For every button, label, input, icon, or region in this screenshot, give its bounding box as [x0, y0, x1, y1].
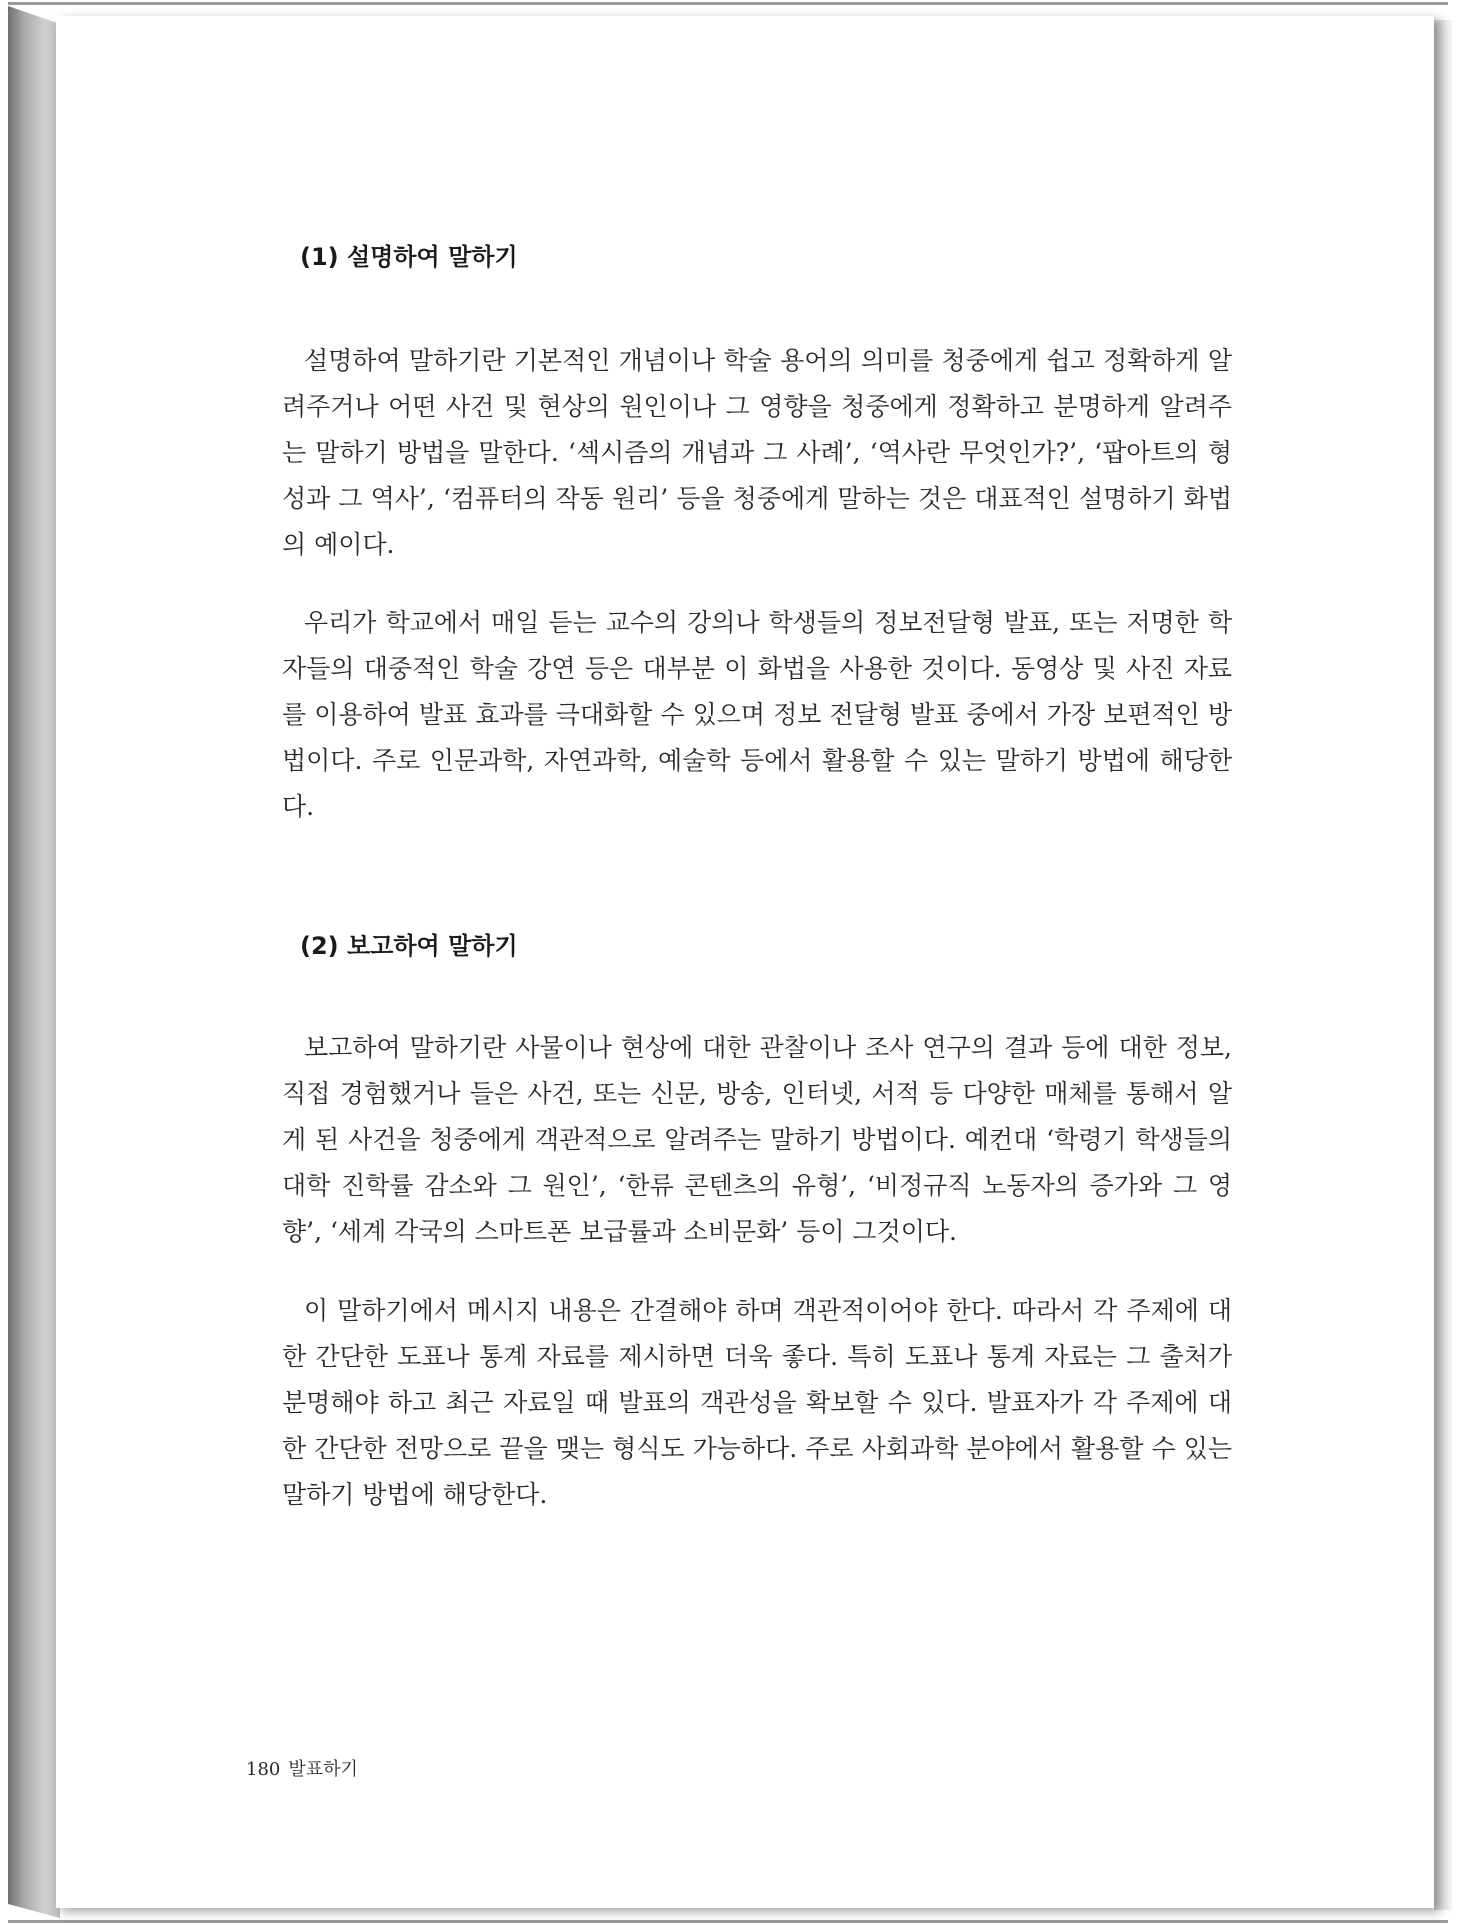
section2-paragraph-2: 이 말하기에서 메시지 내용은 간결해야 하며 객관적이어야 한다. 따라서 각 주제에 대한 간단한 도표나 통계 자료를 제시하면 더욱 좋다. 특히 도표나 통계 자료는 그 출처가 분명해야 하고 최근 자료일 때 발표의 객관성을 확보할 수 있다. 발표자가 각 주제에 대한 간단한 전망으로 끝을 맺는 형식도 가능하다. 주로 사회과학 분야에서 활용할 수 있는 말하기 방법에 해당한다. [282, 1296, 1232, 1509]
section1-heading: (1) 설명하여 말하기 [300, 243, 518, 271]
section2-heading: (2) 보고하여 말하기 [300, 932, 518, 960]
section1-paragraph-2: 우리가 학교에서 매일 듣는 교수의 강의나 학생들의 정보전달형 발표, 또는 저명한 학자들의 대중적인 학술 강연 등은 대부분 이 화법을 사용한 것이다. 동영상 및 사진 자료를 이용하여 발표 효과를 극대화할 수 있으며 정보 전달형 발표 중에서 가장 보편적인 방법이다. 주로 인문과학, 자연과학, 예술학 등에서 활용할 수 있는 말하기 방법에 해당한다. [282, 608, 1232, 821]
section2-paragraph-1: 보고하여 말하기란 사물이나 현상에 대한 관찰이나 조사 연구의 결과 등에 대한 정보, 직접 경험했거나 들은 사건, 또는 신문, 방송, 인터넷, 서적 등 다양한 매체를 통해서 알게 된 사건을 청중에게 객관적으로 알려주는 말하기 방법이다. 예컨대 ‘학령기 학생들의 대학 진학률 감소와 그 원인’, ‘한류 콘텐츠의 유형’, ‘비정규직 노동자의 증가와 그 영향’, ‘세계 각국의 스마트폰 보급률과 소비문화’ 등이 그것이다. [282, 1033, 1232, 1246]
page-footer [246, 1755, 358, 1781]
chapter-title: 발표하기 [288, 1759, 358, 1780]
book-page [56, 16, 1434, 1908]
page-stack-edge [8, 6, 60, 1918]
page-bottom-edge [8, 1920, 1448, 1923]
page-top-edge [8, 2, 1448, 5]
page-right-shadow [1434, 20, 1452, 1910]
section1-paragraph-1: 설명하여 말하기란 기본적인 개념이나 학술 용어의 의미를 청중에게 쉽고 정확하게 알려주거나 어떤 사건 및 현상의 원인이나 그 영향을 청중에게 정확하고 분명하게 알려주는 말하기 방법을 말한다. ‘섹시즘의 개념과 그 사례’, ‘역사란 무엇인가?’, ‘팝아트의 형성과 그 역사’, ‘컴퓨터의 작동 원리’ 등을 청중에게 말하는 것은 대표적인 설명하기 화법의 예이다. [282, 346, 1232, 559]
page-number: 180 [246, 1759, 281, 1780]
